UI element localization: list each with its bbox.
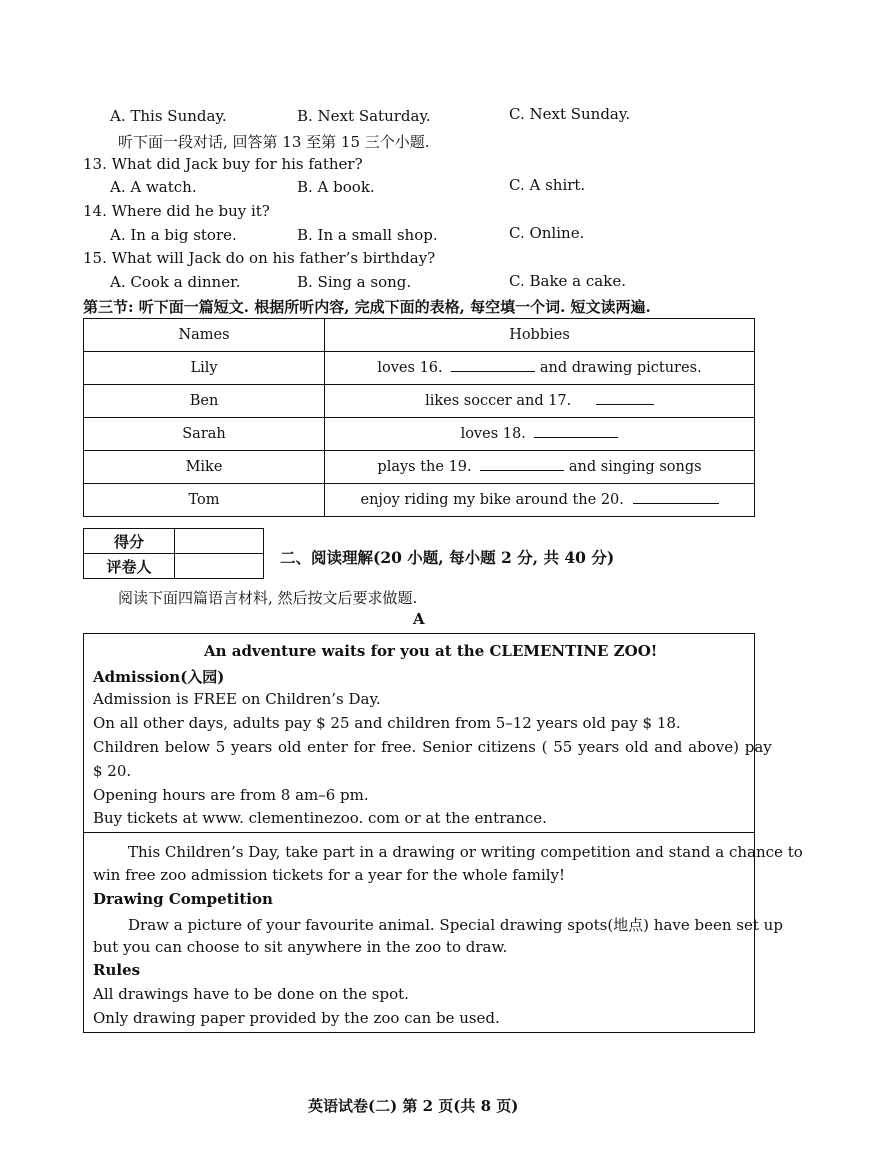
grader-label: 评卷人 — [84, 554, 175, 579]
question-stem: 15. What will Jack do on his father’s birthday? — [83, 249, 436, 267]
passage-letter: A — [413, 610, 425, 628]
option-c: C. Bake a cake. — [509, 272, 626, 290]
admission-line: On all other days, adults pay $ 25 and children from 5–12 years old pay $ 18. — [93, 714, 681, 732]
option-c: C. Online. — [509, 224, 585, 242]
drawing-line: Draw a picture of your favourite animal. Special drawing spots(地点) have been set up — [128, 916, 783, 934]
page-footer: 英语试卷(二) 第 2 页(共 8 页) — [308, 1097, 519, 1115]
answer-blank-18[interactable] — [534, 436, 618, 438]
intro-line: This Children’s Day, take part in a drawing or writing competition and stand a chance to — [128, 843, 803, 861]
option-a: A. In a big store. — [110, 226, 237, 244]
q12-option-a: A. This Sunday. — [110, 107, 227, 125]
grader-field[interactable] — [175, 554, 264, 579]
hobby-cell — [325, 451, 755, 484]
hobby-text: enjoy riding my bike around the 20. — [360, 492, 624, 508]
admission-line: Buy tickets at www. clementinezoo. com or at the entrance. — [93, 809, 547, 827]
table-row — [84, 418, 755, 451]
hobby-text: plays the 19. — [377, 459, 472, 475]
header-hobbies: Hobbies — [325, 319, 755, 352]
hobbies-table — [83, 318, 755, 517]
header-names: Names — [84, 319, 325, 352]
name-cell: Tom — [84, 484, 325, 517]
intro-line: win free zoo admission tickets for a year for the whole family! — [93, 866, 566, 884]
score-field[interactable] — [175, 529, 264, 554]
name-cell: Ben — [84, 385, 325, 418]
admission-line: Children below 5 years old enter for free. Senior citizens ( 55 years old and above) pay — [93, 738, 772, 756]
option-c: C. A shirt. — [509, 176, 586, 194]
table-header-row — [84, 319, 755, 352]
answer-blank-16[interactable] — [451, 370, 535, 372]
drawing-heading: Drawing Competition — [93, 890, 273, 908]
option-b: B. In a small shop. — [297, 226, 438, 244]
table-row — [84, 484, 755, 517]
q12-option-c: C. Next Sunday. — [509, 105, 631, 123]
score-box — [83, 528, 264, 579]
table-row — [84, 352, 755, 385]
q12-option-b: B. Next Saturday. — [297, 107, 431, 125]
section2-instruction: 阅读下面四篇语言材料, 然后按文后要求做题. — [118, 589, 418, 607]
rule-item: Only drawing paper provided by the zoo can be used. — [93, 1009, 500, 1027]
admission-line: Opening hours are from 8 am–6 pm. — [93, 786, 369, 804]
question-stem: 13. What did Jack buy for his father? — [83, 155, 363, 173]
table-row — [84, 451, 755, 484]
option-a: A. A watch. — [110, 178, 197, 196]
answer-blank-17[interactable] — [596, 403, 654, 405]
table-row — [84, 385, 755, 418]
hobby-text: loves 18. — [460, 426, 526, 442]
rules-heading: Rules — [93, 961, 141, 979]
passage-title: An adventure waits for you at the CLEMENTINE ZOO! — [204, 642, 658, 660]
passage-a-competition-box — [83, 833, 803, 1033]
admission-line: $ 20. — [93, 762, 132, 780]
question-stem: 14. Where did he buy it? — [83, 202, 270, 220]
hobby-cell — [325, 352, 755, 385]
answer-blank-19[interactable] — [480, 469, 564, 471]
admission-heading: Admission(入园) — [93, 668, 225, 686]
rule-item: All drawings have to be done on the spot. — [93, 985, 409, 1003]
part3-heading: 第三节: 听下面一篇短文. 根据所听内容, 完成下面的表格, 每空填一个词. 短文读两遍. — [83, 298, 651, 316]
option-a: A. Cook a dinner. — [110, 273, 241, 291]
instruction-13-15: 听下面一段对话, 回答第 13 至第 15 三个小题. — [118, 133, 430, 151]
name-cell: Lily — [84, 352, 325, 385]
hobby-text-after: and drawing pictures. — [539, 360, 702, 376]
admission-line: Admission is FREE on Children’s Day. — [93, 690, 381, 708]
answer-blank-20[interactable] — [633, 502, 719, 504]
option-b: B. Sing a song. — [297, 273, 412, 291]
passage-a-admission-box — [83, 633, 772, 833]
hobby-text: likes soccer and 17. — [425, 393, 572, 409]
hobby-cell — [325, 484, 755, 517]
score-label: 得分 — [84, 529, 175, 554]
hobby-text: loves 16. — [377, 360, 443, 376]
option-b: B. A book. — [297, 178, 375, 196]
name-cell: Mike — [84, 451, 325, 484]
section2-title: 二、阅读理解(20 小题, 每小题 2 分, 共 40 分) — [280, 548, 615, 567]
name-cell: Sarah — [84, 418, 325, 451]
hobby-text-after: and singing songs — [568, 459, 702, 475]
drawing-line: but you can choose to sit anywhere in the zoo to draw. — [93, 938, 508, 956]
hobby-cell — [325, 418, 755, 451]
hobby-cell — [325, 385, 755, 418]
